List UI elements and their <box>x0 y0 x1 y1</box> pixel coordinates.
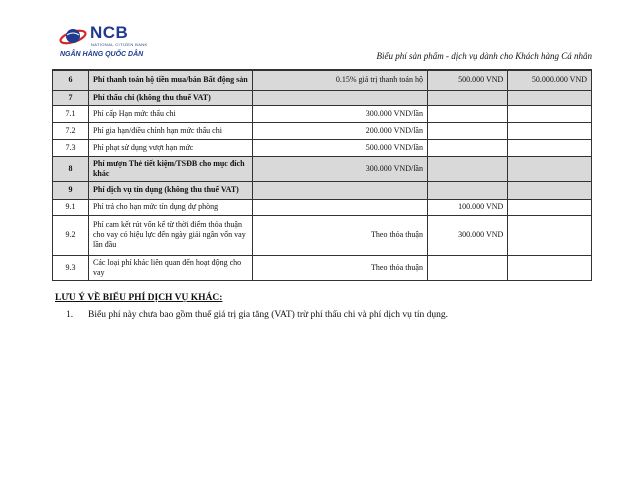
table-row <box>53 199 592 215</box>
ncb-globe-icon <box>58 24 88 50</box>
bank-name: NGÂN HÀNG QUỐC DÂN <box>60 51 144 58</box>
fee-min-cell <box>427 90 507 105</box>
fee-value-cell <box>253 181 428 199</box>
fee-number-cell: 7.2 <box>53 122 89 139</box>
fee-min-cell <box>427 181 507 199</box>
fee-value-cell <box>253 90 428 105</box>
note-item <box>66 310 448 320</box>
bank-logo <box>58 24 198 60</box>
fee-table-body <box>53 70 592 280</box>
table-row <box>53 156 592 181</box>
fee-max-cell <box>508 255 592 280</box>
fee-min-cell <box>427 255 507 280</box>
fee-min-cell: 300.000 VND <box>427 215 507 255</box>
fee-max-cell <box>508 105 592 122</box>
fee-value-cell: Theo thỏa thuận <box>253 215 428 255</box>
fee-value-cell: 200.000 VND/lần <box>253 122 428 139</box>
document-title: Biểu phí sản phẩm - dịch vụ dành cho Khách hàng Cá nhân <box>376 51 592 61</box>
fee-name-cell: Phí thanh toán hộ tiền mua/bán Bất động sản <box>88 70 252 90</box>
table-section-row <box>53 181 592 199</box>
fee-value-cell: Theo thỏa thuận <box>253 255 428 280</box>
fee-min-cell: 100.000 VND <box>427 199 507 215</box>
fee-name-cell: Phí mượn Thẻ tiết kiệm/TSĐB cho mục đích khác <box>88 156 252 181</box>
table-row <box>53 70 592 90</box>
notes-title: LƯU Ý VỀ BIỂU PHÍ DỊCH VỤ KHÁC: <box>55 293 223 303</box>
fee-min-cell <box>427 122 507 139</box>
table-row <box>53 215 592 255</box>
table-section-row <box>53 90 592 105</box>
fee-max-cell <box>508 90 592 105</box>
fee-value-cell: 0.15% giá trị thanh toán hộ <box>253 70 428 90</box>
note-number: 1. <box>66 310 74 320</box>
fee-name-cell: Phí cam kết rút vốn kể từ thời điểm thỏa thuận cho vay có hiệu lực đến ngày giải ngân vốn vay lần đầu <box>88 215 252 255</box>
fee-name-cell: Phí gia hạn/điều chỉnh hạn mức thấu chi <box>88 122 252 139</box>
fee-max-cell <box>508 181 592 199</box>
fee-min-cell <box>427 156 507 181</box>
fee-max-cell <box>508 199 592 215</box>
fee-name-cell: Phí cấp Hạn mức thấu chi <box>88 105 252 122</box>
fee-name-cell: Các loại phí khác liên quan đến hoạt động cho vay <box>88 255 252 280</box>
fee-max-cell: 50.000.000 VND <box>508 70 592 90</box>
fee-value-cell: 300.000 VND/lần <box>253 156 428 181</box>
fee-value-cell: 500.000 VND/lần <box>253 139 428 156</box>
table-row <box>53 255 592 280</box>
fee-name-cell: Phí dịch vụ tín dụng (không thu thuế VAT) <box>88 181 252 199</box>
table-row <box>53 105 592 122</box>
fee-name-cell: Phí phạt sử dụng vượt hạn mức <box>88 139 252 156</box>
fee-number-cell: 9.3 <box>53 255 89 280</box>
fee-max-cell <box>508 122 592 139</box>
fee-max-cell <box>508 156 592 181</box>
note-text: Biểu phí này chưa bao gồm thuế giá trị gia tăng (VAT) trừ phí thấu chi và phí dịch vụ tín dụng. <box>88 310 448 320</box>
fee-name-cell: Phí thấu chi (không thu thuế VAT) <box>88 90 252 105</box>
fee-name-cell: Phí trả cho hạn mức tín dụng dự phòng <box>88 199 252 215</box>
brand-subtitle: NATIONAL CITIZEN BANK <box>91 42 148 47</box>
fee-value-cell: 300.000 VND/lần <box>253 105 428 122</box>
fee-min-cell <box>427 105 507 122</box>
table-row <box>53 139 592 156</box>
fee-number-cell: 9.1 <box>53 199 89 215</box>
fee-number-cell: 7.1 <box>53 105 89 122</box>
fee-max-cell <box>508 215 592 255</box>
fee-number-cell: 9.2 <box>53 215 89 255</box>
fee-number-cell: 8 <box>53 156 89 181</box>
fee-number-cell: 6 <box>53 70 89 90</box>
fee-min-cell: 500.000 VND <box>427 70 507 90</box>
fee-max-cell <box>508 139 592 156</box>
brand-wordmark: NCB <box>90 23 129 42</box>
fee-number-cell: 7 <box>53 90 89 105</box>
fee-min-cell <box>427 139 507 156</box>
fee-value-cell <box>253 199 428 215</box>
fee-table <box>52 69 592 281</box>
fee-number-cell: 7.3 <box>53 139 89 156</box>
table-row <box>53 122 592 139</box>
fee-number-cell: 9 <box>53 181 89 199</box>
